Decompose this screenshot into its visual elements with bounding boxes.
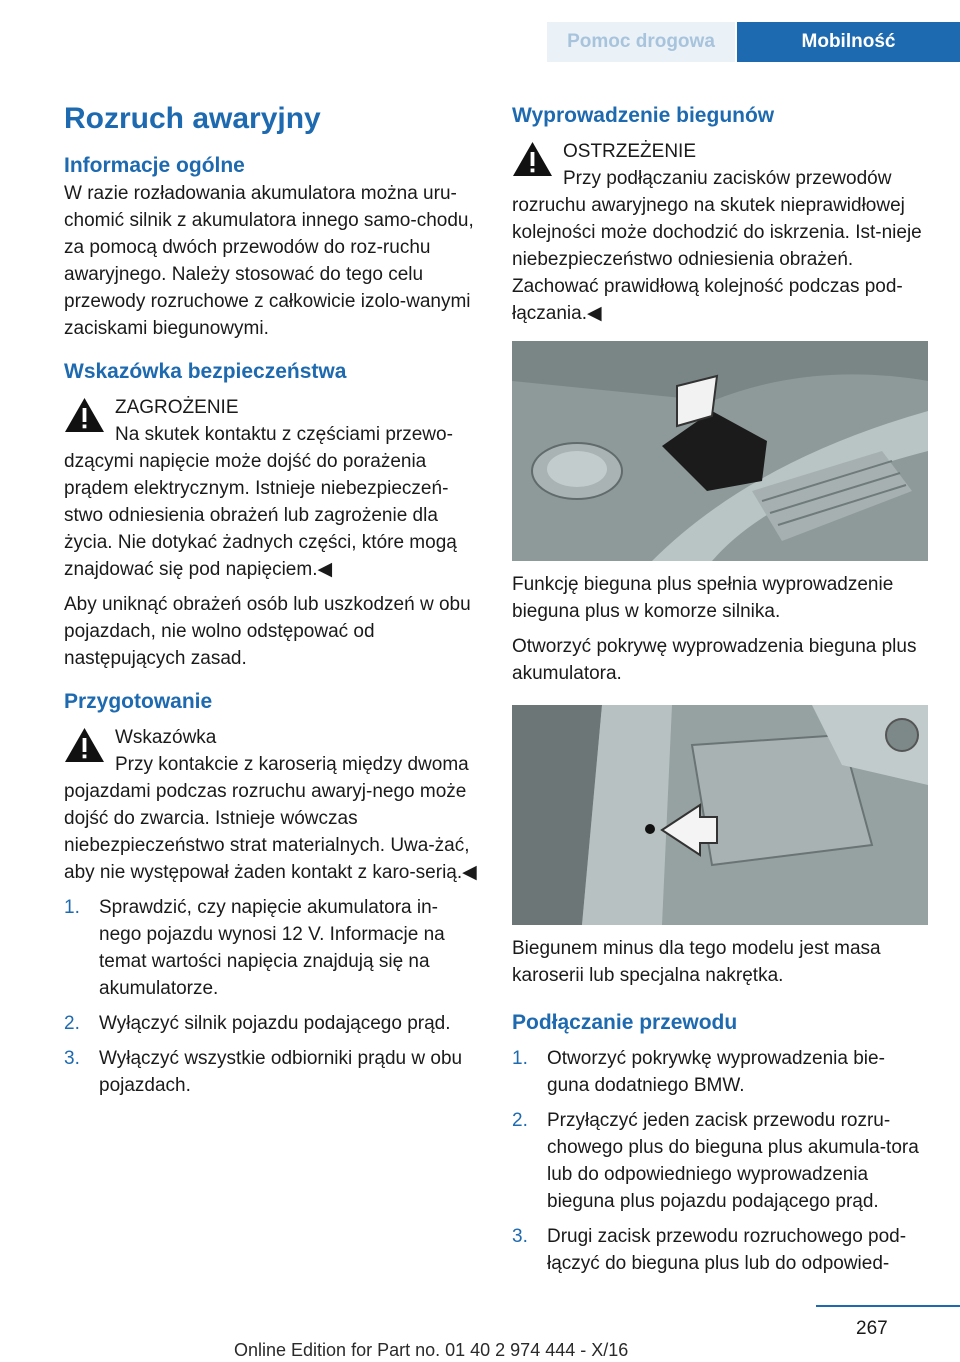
prep-steps-list [64,894,479,1099]
list-item [64,894,479,1002]
list-item [64,1010,479,1037]
page-title: Rozruch awaryjny [64,102,321,135]
avoid-text: Aby uniknąć obrażeń osób lub uszkodzeń w obu pojazdach, nie wolno odstępować od następujących zasad. [64,594,471,669]
ground-point-illustration [512,705,928,925]
note-notice [64,724,479,751]
plus-text: Funkcję bieguna plus spełnia wyprowadzenie bieguna plus w komorze silnika. [512,574,894,622]
list-item [64,1045,479,1099]
step-number: 1. [64,897,80,918]
step-text: Przyłączyć jeden zacisk przewodu rozru-chowego plus do bieguna plus akumula-tora lub do odpowiedniego wyprowadzenia bieguna plus pojazdu podającego prąd. [547,1110,919,1212]
note-label: Wskazówka [115,727,217,748]
step-text: Wyłączyć wszystkie odbiorniki prądu w obu pojazdach. [99,1048,463,1096]
prep-heading: Przygotowanie [64,690,213,713]
warning-text: Przy podłączaniu zacisków przewodów rozruchu awaryjnego na skutek nieprawidłowej kolejności może dochodzić do iskrzenia. Ist-nieje niebezpieczeństwo odniesienia obrażeń. Zachować prawidłową kolejność podczas pod-łączania.◀ [512,168,922,324]
warning-triangle-icon [512,141,553,177]
step-number: 3. [64,1048,80,1069]
minus-text: Biegunem minus dla tego modelu jest masa karoserii lub specjalna nakrętka. [512,938,881,986]
warning-label: OSTRZEŻENIE [563,141,697,162]
open-text: Otworzyć pokrywę wyprowadzenia bieguna plus akumulatora. [512,636,917,684]
danger-text: Na skutek kontaktu z częściami przewo-dzącymi napięcie może dojść do porażenia prądem elektrycznym. Istnieje niebezpieczeń-stwo odniesienia obrażeń lub zagrożenie dla życia. Nie dotykać żadnych części, które mogą znajdować się pod napięciem.◀ [64,424,457,580]
page-number: 267 [856,1318,888,1339]
step-number: 1. [512,1048,528,1069]
danger-notice [64,394,479,421]
tab-pomoc-drogowa[interactable]: Pomoc drogowa [547,22,735,62]
warning-triangle-icon [64,727,105,763]
step-text: Otworzyć pokrywkę wyprowadzenia bie-guna dodatniego BMW. [547,1048,885,1096]
step-number: 3. [512,1226,528,1247]
terminals-heading: Wyprowadzenie biegunów [512,104,775,127]
general-heading: Informacje ogólne [64,154,245,177]
step-text: Drugi zacisk przewodu rozruchowego pod-łączyć do bieguna plus lub do odpowied- [547,1226,907,1274]
note-text: Przy kontakcie z karoserią między dwoma pojazdami podczas rozruchu awaryj-nego może dojść do zwarcia. Istnieje wówczas niebezpieczeństwo strat materialnych. Uwa-żać, aby nie występował żaden kontakt z karo-serią.◀ [64,754,477,883]
edition-note: Online Edition for Part no. 01 40 2 974 444 - X/16 [234,1340,629,1360]
list-item [512,1107,927,1215]
right-column [512,100,927,1285]
footer-rule [816,1305,960,1307]
engine-bay-illustration [512,341,928,561]
danger-label: ZAGROŻENIE [115,397,239,418]
step-text: Sprawdzić, czy napięcie akumulatora in-nego pojazdu wynosi 12 V. Informacje na temat wartości napięcia znajdują się na akumulatorze. [99,897,445,999]
list-item [512,1045,927,1099]
left-column [64,100,479,1107]
safety-heading: Wskazówka bezpieczeństwa [64,360,347,383]
connect-steps-list [512,1045,927,1277]
step-text: Wyłączyć silnik pojazdu podającego prąd. [99,1013,451,1034]
engine-bay-plus-terminal-image [512,341,928,561]
warning-triangle-icon [64,397,105,433]
list-item [512,1223,927,1277]
ground-point-image [512,705,928,925]
step-number: 2. [512,1110,528,1131]
warning-notice [512,138,927,165]
connect-heading: Podłączanie przewodu [512,1011,738,1034]
general-text: W razie rozładowania akumulatora można uru-chomić silnik z akumulatora innego samo-chodu, za pomocą dwóch przewodów do roz-ruchu awaryjnego. Należy stosować do tego celu przewody rozruchowe z całkowicie izolo-wanymi zaciskami biegunowymi. [64,183,474,339]
tab-mobilnosc[interactable]: Mobilność [737,22,960,62]
step-number: 2. [64,1013,80,1034]
